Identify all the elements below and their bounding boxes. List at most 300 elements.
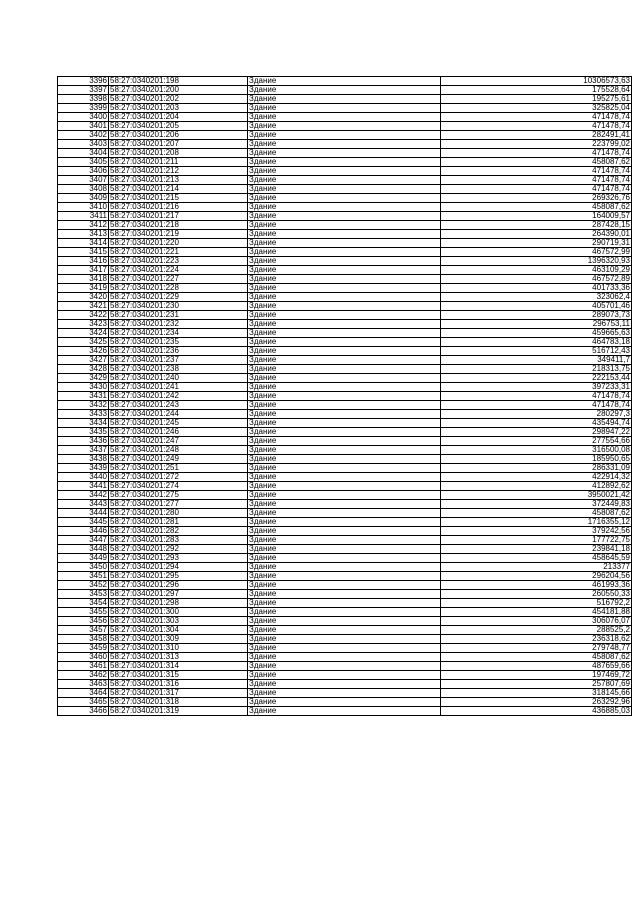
table-row	[58, 329, 632, 338]
table-row	[58, 644, 632, 653]
table-row	[58, 185, 632, 194]
object-type-cell: Здание	[248, 230, 441, 239]
cadastral-number-cell: 58:27:0340201:211	[109, 158, 248, 167]
cadastral-value-cell: 264390,01	[441, 230, 632, 239]
cadastral-value-cell: 467572,89	[441, 275, 632, 284]
object-type-cell: Здание	[248, 653, 441, 662]
row-number-cell: 3414	[58, 239, 109, 248]
cadastral-value-cell: 325825,04	[441, 104, 632, 113]
cadastral-number-cell: 58:27:0340201:213	[109, 176, 248, 185]
cadastral-number-cell: 58:27:0340201:231	[109, 311, 248, 320]
table-row	[58, 437, 632, 446]
object-type-cell: Здание	[248, 644, 441, 653]
table-row	[58, 581, 632, 590]
cadastral-value-cell: 277554,66	[441, 437, 632, 446]
object-type-cell: Здание	[248, 500, 441, 509]
object-type-cell: Здание	[248, 572, 441, 581]
cadastral-value-cell: 318145,66	[441, 689, 632, 698]
cadastral-value-cell: 236318,62	[441, 635, 632, 644]
object-type-cell: Здание	[248, 86, 441, 95]
object-type-cell: Здание	[248, 671, 441, 680]
cadastral-number-cell: 58:27:0340201:245	[109, 419, 248, 428]
table-row	[58, 635, 632, 644]
row-number-cell: 3441	[58, 482, 109, 491]
cadastral-number-cell: 58:27:0340201:315	[109, 671, 248, 680]
cadastral-value-cell: 372449,83	[441, 500, 632, 509]
object-type-cell: Здание	[248, 455, 441, 464]
cadastral-number-cell: 58:27:0340201:283	[109, 536, 248, 545]
cadastral-value-cell: 471478,74	[441, 401, 632, 410]
object-type-cell: Здание	[248, 293, 441, 302]
cadastral-value-cell: 1396320,93	[441, 257, 632, 266]
table-row	[58, 536, 632, 545]
object-type-cell: Здание	[248, 428, 441, 437]
table-row	[58, 230, 632, 239]
object-type-cell: Здание	[248, 707, 441, 716]
object-type-cell: Здание	[248, 338, 441, 347]
cadastral-number-cell: 58:27:0340201:230	[109, 302, 248, 311]
row-number-cell: 3401	[58, 122, 109, 131]
cadastral-number-cell: 58:27:0340201:303	[109, 617, 248, 626]
row-number-cell: 3446	[58, 527, 109, 536]
cadastral-value-cell: 436885,03	[441, 707, 632, 716]
cadastral-value-cell: 458087,62	[441, 203, 632, 212]
table-row	[58, 662, 632, 671]
cadastral-value-cell: 471478,74	[441, 113, 632, 122]
row-number-cell: 3415	[58, 248, 109, 257]
table-row	[58, 473, 632, 482]
row-number-cell: 3442	[58, 491, 109, 500]
cadastral-value-cell: 298947,22	[441, 428, 632, 437]
cadastral-value-cell: 239841,18	[441, 545, 632, 554]
cadastral-number-cell: 58:27:0340201:316	[109, 680, 248, 689]
table-row	[58, 338, 632, 347]
cadastral-number-cell: 58:27:0340201:235	[109, 338, 248, 347]
object-type-cell: Здание	[248, 356, 441, 365]
table-row	[58, 266, 632, 275]
cadastral-value-cell: 1716355,12	[441, 518, 632, 527]
cadastral-number-cell: 58:27:0340201:229	[109, 293, 248, 302]
cadastral-number-cell: 58:27:0340201:272	[109, 473, 248, 482]
table-row	[58, 203, 632, 212]
cadastral-value-cell: 454181,88	[441, 608, 632, 617]
cadastral-value-cell: 422914,32	[441, 473, 632, 482]
cadastral-value-cell: 260550,33	[441, 590, 632, 599]
row-number-cell: 3403	[58, 140, 109, 149]
cadastral-number-cell: 58:27:0340201:206	[109, 131, 248, 140]
cadastral-number-cell: 58:27:0340201:238	[109, 365, 248, 374]
table-row	[58, 617, 632, 626]
row-number-cell: 3397	[58, 86, 109, 95]
object-type-cell: Здание	[248, 401, 441, 410]
cadastral-number-cell: 58:27:0340201:319	[109, 707, 248, 716]
table-row	[58, 356, 632, 365]
table-row	[58, 158, 632, 167]
cadastral-number-cell: 58:27:0340201:237	[109, 356, 248, 365]
cadastral-number-cell: 58:27:0340201:281	[109, 518, 248, 527]
row-number-cell: 3444	[58, 509, 109, 518]
object-type-cell: Здание	[248, 590, 441, 599]
cadastral-number-cell: 58:27:0340201:300	[109, 608, 248, 617]
object-type-cell: Здание	[248, 239, 441, 248]
cadastral-number-cell: 58:27:0340201:243	[109, 401, 248, 410]
row-number-cell: 3450	[58, 563, 109, 572]
cadastral-value-cell: 487659,66	[441, 662, 632, 671]
cadastral-number-cell: 58:27:0340201:204	[109, 113, 248, 122]
row-number-cell: 3439	[58, 464, 109, 473]
cadastral-number-cell: 58:27:0340201:212	[109, 167, 248, 176]
table-row	[58, 653, 632, 662]
object-type-cell: Здание	[248, 626, 441, 635]
object-type-cell: Здание	[248, 113, 441, 122]
row-number-cell: 3410	[58, 203, 109, 212]
cadastral-value-cell: 401733,36	[441, 284, 632, 293]
object-type-cell: Здание	[248, 266, 441, 275]
object-type-cell: Здание	[248, 311, 441, 320]
object-type-cell: Здание	[248, 617, 441, 626]
row-number-cell: 3461	[58, 662, 109, 671]
cadastral-value-cell: 379242,56	[441, 527, 632, 536]
cadastral-value-cell: 458645,59	[441, 554, 632, 563]
cadastral-number-cell: 58:27:0340201:228	[109, 284, 248, 293]
cadastral-number-cell: 58:27:0340201:310	[109, 644, 248, 653]
table-row	[58, 671, 632, 680]
cadastral-number-cell: 58:27:0340201:220	[109, 239, 248, 248]
row-number-cell: 3406	[58, 167, 109, 176]
cadastral-number-cell: 58:27:0340201:236	[109, 347, 248, 356]
object-type-cell: Здание	[248, 392, 441, 401]
cadastral-value-cell: 458087,62	[441, 653, 632, 662]
object-type-cell: Здание	[248, 77, 441, 86]
cadastral-number-cell: 58:27:0340201:218	[109, 221, 248, 230]
cadastral-number-cell: 58:27:0340201:317	[109, 689, 248, 698]
cadastral-number-cell: 58:27:0340201:202	[109, 95, 248, 104]
table-row	[58, 221, 632, 230]
row-number-cell: 3396	[58, 77, 109, 86]
object-type-cell: Здание	[248, 176, 441, 185]
cadastral-number-cell: 58:27:0340201:219	[109, 230, 248, 239]
row-number-cell: 3417	[58, 266, 109, 275]
table-row	[58, 104, 632, 113]
cadastral-number-cell: 58:27:0340201:280	[109, 509, 248, 518]
cadastral-number-cell: 58:27:0340201:293	[109, 554, 248, 563]
object-type-cell: Здание	[248, 95, 441, 104]
cadastral-number-cell: 58:27:0340201:223	[109, 257, 248, 266]
cadastral-number-cell: 58:27:0340201:224	[109, 266, 248, 275]
cadastral-number-cell: 58:27:0340201:217	[109, 212, 248, 221]
object-type-cell: Здание	[248, 194, 441, 203]
cadastral-number-cell: 58:27:0340201:304	[109, 626, 248, 635]
table-row	[58, 392, 632, 401]
row-number-cell: 3398	[58, 95, 109, 104]
row-number-cell: 3455	[58, 608, 109, 617]
row-number-cell: 3422	[58, 311, 109, 320]
object-type-cell: Здание	[248, 374, 441, 383]
table-row	[58, 212, 632, 221]
object-type-cell: Здание	[248, 248, 441, 257]
table-row	[58, 428, 632, 437]
table-row	[58, 599, 632, 608]
table-row	[58, 302, 632, 311]
row-number-cell: 3399	[58, 104, 109, 113]
cadastral-value-cell: 459665,63	[441, 329, 632, 338]
cadastral-number-cell: 58:27:0340201:205	[109, 122, 248, 131]
table-row	[58, 176, 632, 185]
row-number-cell: 3454	[58, 599, 109, 608]
row-number-cell: 3453	[58, 590, 109, 599]
cadastral-value-cell: 10306573,63	[441, 77, 632, 86]
row-number-cell: 3423	[58, 320, 109, 329]
row-number-cell: 3420	[58, 293, 109, 302]
table-row	[58, 464, 632, 473]
object-type-cell: Здание	[248, 140, 441, 149]
cadastral-number-cell: 58:27:0340201:244	[109, 410, 248, 419]
row-number-cell: 3411	[58, 212, 109, 221]
cadastral-number-cell: 58:27:0340201:292	[109, 545, 248, 554]
row-number-cell: 3443	[58, 500, 109, 509]
table-row	[58, 293, 632, 302]
cadastral-number-cell: 58:27:0340201:294	[109, 563, 248, 572]
row-number-cell: 3464	[58, 689, 109, 698]
table-row	[58, 77, 632, 86]
object-type-cell: Здание	[248, 410, 441, 419]
cadastral-number-cell: 58:27:0340201:274	[109, 482, 248, 491]
cadastral-number-cell: 58:27:0340201:313	[109, 653, 248, 662]
object-type-cell: Здание	[248, 509, 441, 518]
cadastral-value-cell: 218313,75	[441, 365, 632, 374]
cadastral-number-cell: 58:27:0340201:216	[109, 203, 248, 212]
cadastral-value-cell: 471478,74	[441, 185, 632, 194]
object-type-cell: Здание	[248, 437, 441, 446]
table-row	[58, 122, 632, 131]
cadastral-value-cell: 397233,31	[441, 383, 632, 392]
object-type-cell: Здание	[248, 689, 441, 698]
row-number-cell: 3431	[58, 392, 109, 401]
table-row	[58, 518, 632, 527]
cadastral-value-cell: 458087,62	[441, 509, 632, 518]
object-type-cell: Здание	[248, 302, 441, 311]
table-row	[58, 491, 632, 500]
object-type-cell: Здание	[248, 545, 441, 554]
cadastral-value-cell: 289073,73	[441, 311, 632, 320]
cadastral-value-cell: 435494,74	[441, 419, 632, 428]
row-number-cell: 3462	[58, 671, 109, 680]
object-type-cell: Здание	[248, 680, 441, 689]
table-row	[58, 311, 632, 320]
table-row	[58, 275, 632, 284]
cadastral-value-cell: 287428,15	[441, 221, 632, 230]
cadastral-number-cell: 58:27:0340201:309	[109, 635, 248, 644]
row-number-cell: 3418	[58, 275, 109, 284]
row-number-cell: 3437	[58, 446, 109, 455]
cadastral-value-cell: 290719,31	[441, 239, 632, 248]
object-type-cell: Здание	[248, 320, 441, 329]
cadastral-number-cell: 58:27:0340201:200	[109, 86, 248, 95]
object-type-cell: Здание	[248, 257, 441, 266]
object-type-cell: Здание	[248, 275, 441, 284]
object-type-cell: Здание	[248, 536, 441, 545]
cadastral-value-cell: 282491,41	[441, 131, 632, 140]
cadastral-value-cell: 175528,64	[441, 86, 632, 95]
object-type-cell: Здание	[248, 131, 441, 140]
row-number-cell: 3427	[58, 356, 109, 365]
object-type-cell: Здание	[248, 167, 441, 176]
cadastral-value-cell: 316500,08	[441, 446, 632, 455]
row-number-cell: 3402	[58, 131, 109, 140]
row-number-cell: 3459	[58, 644, 109, 653]
cadastral-value-cell: 288525,2	[441, 626, 632, 635]
table-row	[58, 401, 632, 410]
table-row	[58, 554, 632, 563]
cadastral-value-cell: 223799,02	[441, 140, 632, 149]
cadastral-value-cell: 296753,11	[441, 320, 632, 329]
cadastral-value-cell: 467572,99	[441, 248, 632, 257]
object-type-cell: Здание	[248, 419, 441, 428]
object-type-cell: Здание	[248, 149, 441, 158]
object-type-cell: Здание	[248, 608, 441, 617]
cadastral-number-cell: 58:27:0340201:298	[109, 599, 248, 608]
cadastral-number-cell: 58:27:0340201:318	[109, 698, 248, 707]
row-number-cell: 3432	[58, 401, 109, 410]
cadastral-number-cell: 58:27:0340201:275	[109, 491, 248, 500]
cadastral-value-cell: 412892,62	[441, 482, 632, 491]
table-row	[58, 257, 632, 266]
table-row	[58, 527, 632, 536]
table-row	[58, 626, 632, 635]
row-number-cell: 3421	[58, 302, 109, 311]
row-number-cell: 3458	[58, 635, 109, 644]
table-row	[58, 509, 632, 518]
object-type-cell: Здание	[248, 383, 441, 392]
table-row	[58, 410, 632, 419]
row-number-cell: 3463	[58, 680, 109, 689]
object-type-cell: Здание	[248, 158, 441, 167]
object-type-cell: Здание	[248, 284, 441, 293]
table-row	[58, 419, 632, 428]
cadastral-number-cell: 58:27:0340201:251	[109, 464, 248, 473]
object-type-cell: Здание	[248, 599, 441, 608]
object-type-cell: Здание	[248, 662, 441, 671]
table-row	[58, 140, 632, 149]
row-number-cell: 3426	[58, 347, 109, 356]
row-number-cell: 3457	[58, 626, 109, 635]
table-row	[58, 374, 632, 383]
table-row	[58, 608, 632, 617]
table-row	[58, 113, 632, 122]
table-row	[58, 167, 632, 176]
cadastral-number-cell: 58:27:0340201:247	[109, 437, 248, 446]
row-number-cell: 3452	[58, 581, 109, 590]
row-number-cell: 3424	[58, 329, 109, 338]
table-row	[58, 689, 632, 698]
row-number-cell: 3425	[58, 338, 109, 347]
table-row	[58, 284, 632, 293]
row-number-cell: 3445	[58, 518, 109, 527]
cadastral-value-cell: 164009,57	[441, 212, 632, 221]
table-row	[58, 563, 632, 572]
row-number-cell: 3440	[58, 473, 109, 482]
cadastral-value-cell: 269326,76	[441, 194, 632, 203]
table-body	[58, 77, 632, 716]
object-type-cell: Здание	[248, 464, 441, 473]
cadastral-value-cell: 306076,07	[441, 617, 632, 626]
cadastral-value-cell: 471478,74	[441, 176, 632, 185]
cadastral-value-cell: 177722,75	[441, 536, 632, 545]
object-type-cell: Здание	[248, 527, 441, 536]
object-type-cell: Здание	[248, 221, 441, 230]
cadastral-value-cell: 516712,43	[441, 347, 632, 356]
row-number-cell: 3428	[58, 365, 109, 374]
cadastral-number-cell: 58:27:0340201:249	[109, 455, 248, 464]
cadastral-value-table	[57, 76, 632, 716]
cadastral-value-cell: 197469,72	[441, 671, 632, 680]
row-number-cell: 3448	[58, 545, 109, 554]
row-number-cell: 3412	[58, 221, 109, 230]
object-type-cell: Здание	[248, 104, 441, 113]
object-type-cell: Здание	[248, 347, 441, 356]
cadastral-value-cell: 323062,4	[441, 293, 632, 302]
cadastral-number-cell: 58:27:0340201:203	[109, 104, 248, 113]
row-number-cell: 3466	[58, 707, 109, 716]
table-row	[58, 347, 632, 356]
cadastral-value-cell: 279748,77	[441, 644, 632, 653]
cadastral-number-cell: 58:27:0340201:240	[109, 374, 248, 383]
row-number-cell: 3413	[58, 230, 109, 239]
table-row	[58, 482, 632, 491]
table-row	[58, 455, 632, 464]
cadastral-value-cell: 516792,2	[441, 599, 632, 608]
row-number-cell: 3408	[58, 185, 109, 194]
table-row	[58, 194, 632, 203]
row-number-cell: 3409	[58, 194, 109, 203]
table-row	[58, 500, 632, 509]
cadastral-value-cell: 458087,62	[441, 158, 632, 167]
row-number-cell: 3419	[58, 284, 109, 293]
cadastral-number-cell: 58:27:0340201:198	[109, 77, 248, 86]
cadastral-value-cell: 195275,61	[441, 95, 632, 104]
table-row	[58, 698, 632, 707]
cadastral-number-cell: 58:27:0340201:221	[109, 248, 248, 257]
row-number-cell: 3429	[58, 374, 109, 383]
row-number-cell: 3460	[58, 653, 109, 662]
cadastral-value-cell: 471478,74	[441, 122, 632, 131]
object-type-cell: Здание	[248, 446, 441, 455]
cadastral-value-cell: 280297,3	[441, 410, 632, 419]
object-type-cell: Здание	[248, 329, 441, 338]
cadastral-value-cell: 286331,09	[441, 464, 632, 473]
object-type-cell: Здание	[248, 518, 441, 527]
cadastral-number-cell: 58:27:0340201:246	[109, 428, 248, 437]
cadastral-value-cell: 463109,29	[441, 266, 632, 275]
object-type-cell: Здание	[248, 203, 441, 212]
table-row	[58, 149, 632, 158]
table-row	[58, 680, 632, 689]
cadastral-value-cell: 222153,44	[441, 374, 632, 383]
cadastral-number-cell: 58:27:0340201:248	[109, 446, 248, 455]
object-type-cell: Здание	[248, 698, 441, 707]
table-row	[58, 239, 632, 248]
cadastral-number-cell: 58:27:0340201:282	[109, 527, 248, 536]
table-row	[58, 545, 632, 554]
cadastral-value-cell: 263292,96	[441, 698, 632, 707]
cadastral-number-cell: 58:27:0340201:296	[109, 581, 248, 590]
object-type-cell: Здание	[248, 185, 441, 194]
row-number-cell: 3456	[58, 617, 109, 626]
object-type-cell: Здание	[248, 491, 441, 500]
cadastral-number-cell: 58:27:0340201:295	[109, 572, 248, 581]
cadastral-number-cell: 58:27:0340201:208	[109, 149, 248, 158]
cadastral-value-cell: 471478,74	[441, 149, 632, 158]
